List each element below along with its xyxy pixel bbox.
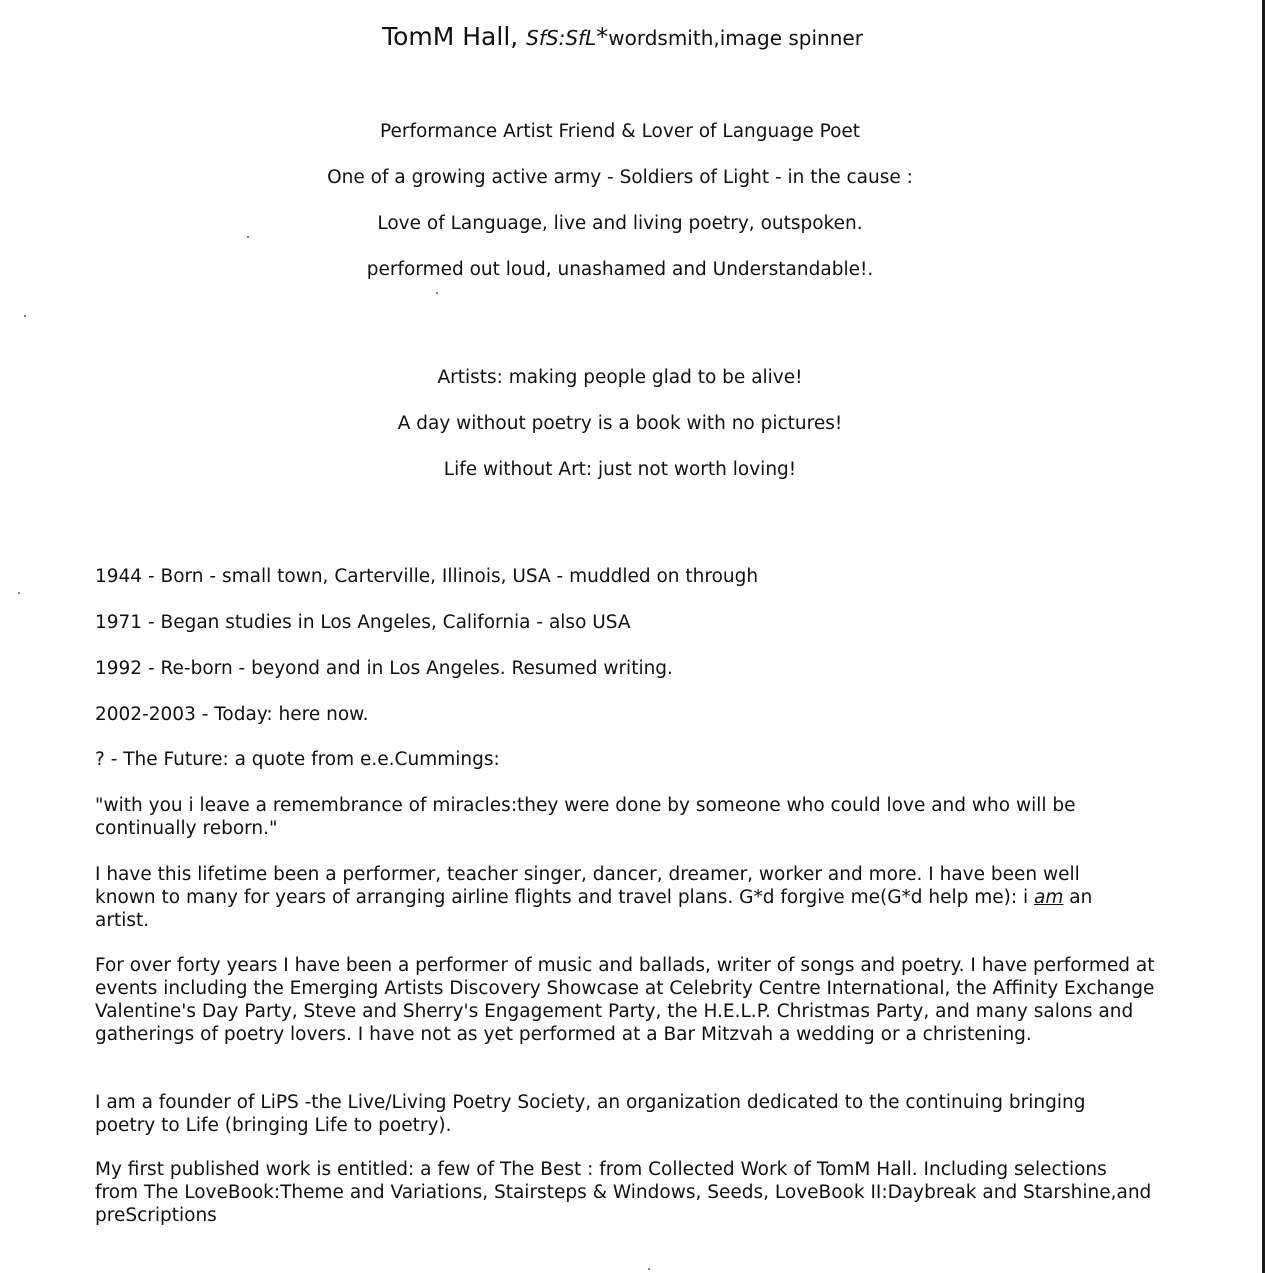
bio-lifetime-text: I have this lifetime been a performer, teacher singer, dancer, dreamer, worker and more. I have been well known to many for years of arranging airline flights and travel plans. G*d forgive me(G*d help me): i — [95, 864, 1080, 908]
bio-published-paragraph: My first published work is entitled: a few of The Best : from Collected Work of TomM Hall. Including selections from The LoveBook:Theme and Variations, Stairsteps & Windows, Seeds, LoveBook II:Daybreak and Starshine,and preScriptions — [95, 1159, 1152, 1226]
bio-lifetime-paragraph — [95, 863, 1125, 932]
author-roles: wordsmith,image spinner — [608, 26, 863, 50]
cummings-quote: "with you i leave a remembrance of miracles:they were done by someone who could love and who will be continually reborn." — [95, 795, 1076, 839]
intro-line-4: performed out loud, unashamed and Understandable!. — [366, 259, 874, 280]
author-name: TomM Hall, — [382, 22, 519, 51]
intro-line-1: Performance Artist Friend & Lover of Language Poet — [379, 121, 861, 142]
slogan-line-1: Artists: making people glad to be alive! — [437, 367, 803, 388]
intro-line-2: One of a growing active army - Soldiers of Light - in the cause : — [327, 167, 913, 188]
scan-speck — [436, 292, 438, 294]
timeline-item-1992: 1992 - Re-born - beyond and in Los Angeles. Resumed writing. — [95, 658, 673, 679]
author-designation: SfS:SfL — [526, 26, 597, 50]
bio-founder-paragraph: I am a founder of LiPS -the Live/Living Poetry Society, an organization dedicated to the continuing bringing poetry to Life (bringing Life to poetry). — [95, 1092, 1086, 1136]
timeline-item-1944: 1944 - Born - small town, Carterville, Illinois, USA - muddled on through — [95, 566, 759, 587]
timeline-item-future: ? - The Future: a quote from e.e.Cummings: — [95, 749, 500, 770]
scan-speck — [24, 315, 26, 317]
bio-performer-paragraph: For over forty years I have been a performer of music and ballads, writer of songs and poetry. I have performed at events including the Emerging Artists Discovery Showcase at Celebrity Centre International, the Affinity Exchange Valentine's Day Party, Steve and Sherry's Engagement Party, the H.E.L.P. Christmas Party, and many salons and gatherings of poetry lovers. I have not as yet performed at a Bar Mitzvah a wedding or a christening. — [95, 955, 1155, 1045]
timeline-item-2002: 2002-2003 - Today: here now. — [95, 704, 369, 725]
scan-speck — [247, 236, 249, 238]
scan-speck — [18, 592, 20, 594]
intro-line-3: Love of Language, live and living poetry, outspoken. — [377, 213, 863, 234]
slogan-line-3: Life without Art: just not worth loving! — [443, 459, 797, 480]
bio-lifetime-emphasis: am — [1034, 887, 1064, 908]
slogan-line-2: A day without poetry is a book with no pictures! — [397, 413, 843, 434]
bio-lifetime-end: an artist. — [95, 887, 1093, 931]
title-star: * — [596, 23, 609, 51]
timeline-item-1971: 1971 - Began studies in Los Angeles, California - also USA — [95, 612, 631, 633]
scan-speck — [648, 1268, 650, 1270]
page-title — [0, 20, 1245, 55]
